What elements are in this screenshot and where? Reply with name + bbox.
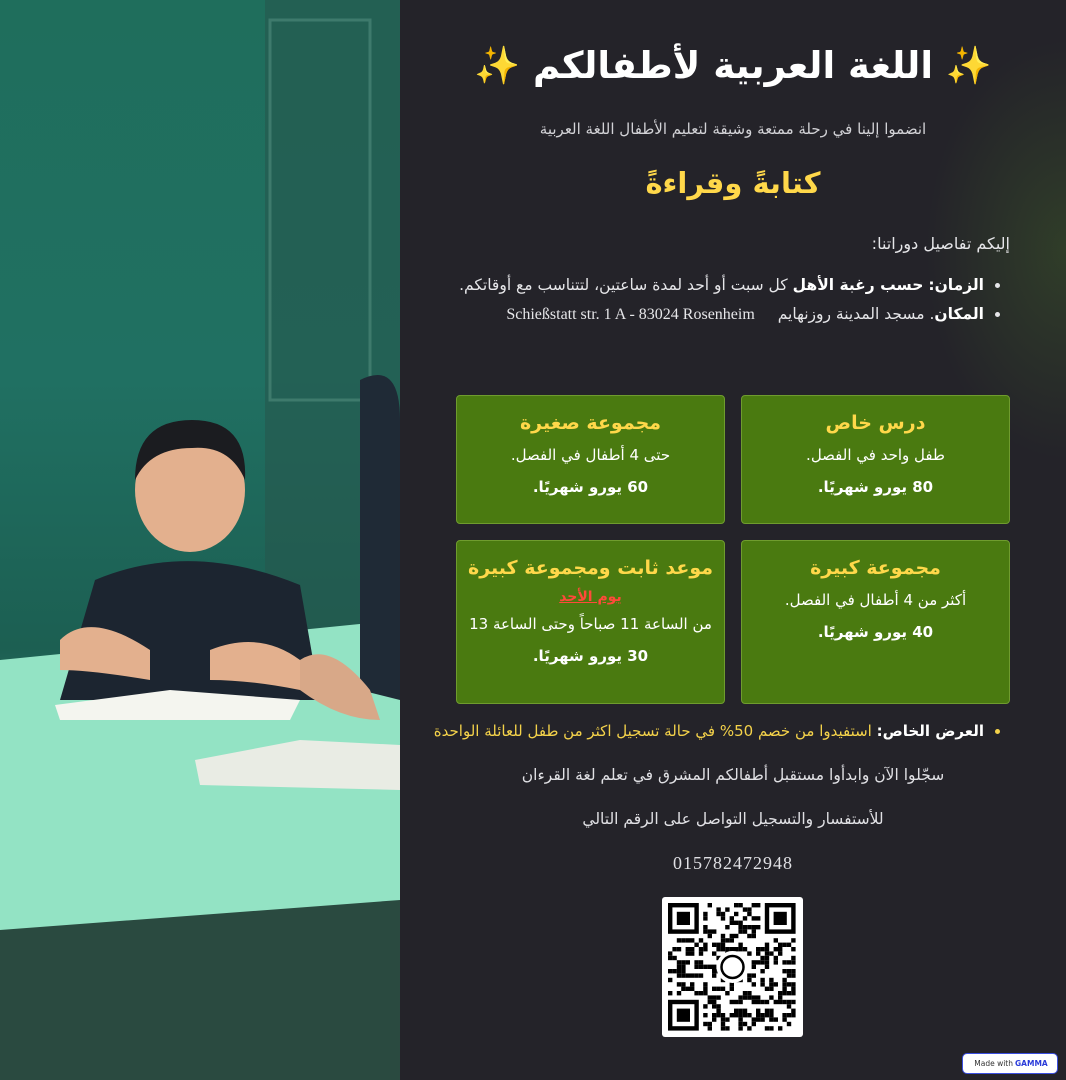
place-address: Schießstatt str. 1 A - 83024 Rosenheim <box>506 306 755 323</box>
gamma-logo: GAMMA <box>1015 1059 1048 1068</box>
place-label: المكان <box>934 305 984 323</box>
headline: كتابةً وقراءةً <box>645 166 821 200</box>
card-large-group <box>741 540 1010 704</box>
made-with-gamma-badge[interactable] <box>962 1053 1058 1074</box>
contact-text: للأستفسار والتسجيل التواصل على الرقم التالي <box>582 810 884 828</box>
card-price: 60 يورو شهريًا. <box>532 478 649 496</box>
card-fixed-schedule <box>456 540 725 704</box>
card-price: 80 يورو شهريًا. <box>817 478 934 496</box>
card-title: مجموعة صغيرة <box>519 412 662 434</box>
page-title: ✨ اللغة العربية لأطفالكم ✨ <box>474 44 992 87</box>
list-item-time <box>459 276 984 294</box>
card-small-group <box>456 395 725 524</box>
card-price: 40 يورو شهريًا. <box>817 623 934 641</box>
card-line: طفل واحد في الفصل. <box>806 446 945 464</box>
card-private-lesson <box>741 395 1010 524</box>
phone-number[interactable]: 015782472948 <box>673 853 793 873</box>
card-line: أكثر من 4 أطفال في الفصل. <box>784 591 967 609</box>
card-title: موعد ثابت ومجموعة كبيرة <box>467 557 713 579</box>
offer-label: العرض الخاص: <box>876 722 984 740</box>
place-text: . مسجد المدينة روزنهايم <box>777 305 935 323</box>
card-line: حتى 4 أطفال في الفصل. <box>510 446 671 464</box>
details-list <box>459 276 1010 335</box>
page-subtitle: انضموا إلينا في رحلة ممتعة وشيقة لتعليم الأطفال اللغة العربية <box>539 120 927 138</box>
special-offer <box>434 722 1010 740</box>
hero-photo <box>0 0 400 1080</box>
time-text: كل سبت أو أحد لمدة ساعتين، لتتناسب مع أوقاتكم. <box>459 276 788 294</box>
card-line: من الساعة 11 صباحاً وحتى الساعة 13 <box>469 615 712 633</box>
details-intro: إليكم تفاصيل دوراتنا: <box>871 234 1010 253</box>
list-item-place <box>459 305 984 324</box>
card-title: درس خاص <box>825 412 926 434</box>
card-price: 30 يورو شهريًا. <box>532 647 649 665</box>
cta-text: سجّلوا الآن وابدأوا مستقبل أطفالكم المشرق في تعلم لغة القرءان <box>521 766 945 784</box>
whatsapp-qr-code-icon[interactable] <box>662 897 803 1037</box>
card-day: يوم الأحد <box>559 589 622 605</box>
time-bold: حسب رغبة الأهل <box>792 276 924 294</box>
offer-text: استفيدوا من خصم 50% في حالة تسجيل اكثر من طفل للعائلة الواحدة <box>433 722 877 740</box>
content-panel <box>400 0 1066 1080</box>
time-label: الزمان: <box>928 276 984 294</box>
boy-reading-illustration <box>0 0 400 1080</box>
list-item-offer <box>434 722 984 740</box>
card-title: مجموعة كبيرة <box>810 557 941 579</box>
badge-prefix: Made with <box>974 1059 1014 1068</box>
